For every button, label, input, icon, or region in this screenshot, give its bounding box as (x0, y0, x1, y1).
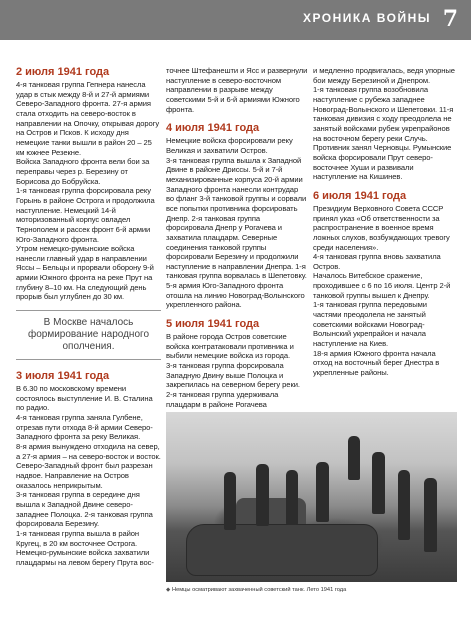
date-heading: 4 июля 1941 года (166, 122, 260, 135)
column-3 (313, 66, 456, 378)
date-heading: 3 июля 1941 года (16, 370, 110, 383)
soldier-figure (286, 470, 298, 525)
photo-caption (166, 587, 457, 594)
paragraph: 1-я танковая группа передовыми частями преодолела не занятый советскими войсками Новоград-Волынский укрепрайон и начала наступление на Киев. (313, 300, 427, 349)
paragraph: и медленно продвигалась, ведя упорные бои между Березиной и Днепром. (313, 66, 455, 85)
paragraph: Утром немецко-румынские войска нанесли главный удар в направлении Яссы – Бельцы и прорвали оборону 9-й армии Южного фронта на реке Прут на глубину 8–10 км. На следующий день прорыв был углублен до 30 км. (16, 244, 154, 302)
soldier-figure (224, 472, 236, 530)
paragraph: В районе города Остров советские войска контратаковали противника и выбили немецкие войска из города. (166, 332, 294, 361)
paragraph: Немецкие войска форсировали реку Великая и захватили Остров. (166, 136, 293, 155)
date-heading: 6 июля 1941 года (313, 189, 407, 202)
paragraph: 4-я танковая группа Гепнера нанесла удар в стык между 8-й и 27-й армиями Северо-Западного фронта. 27-я армия стала отходить на северо-восток в направлении на Опочку, открывая дорогу на Остров и Псков. К исходу дня немецкие танки вышли в район 20 – 25 км южнее Резекне. (16, 80, 160, 157)
soldier-figure (348, 436, 360, 480)
captured-tank (186, 524, 378, 576)
paragraph: Президиум Верховного Совета СССР принял указ «Об ответственности за распространение в военное время ложных слухов, возбуждающих тревогу среди населения». (313, 203, 450, 252)
paragraph: 18-я армия Южного фронта начала отход на восточный берег Днестра в укрепленные районы. (313, 348, 440, 378)
column-2 (166, 66, 308, 409)
soldier-figure (372, 452, 385, 514)
paragraph: В 6.30 по московскому времени состоялось выступление И. В. Сталина по радио. (16, 384, 153, 413)
caption-marker-icon: ◆ (166, 587, 172, 593)
page-number: 7 (442, 6, 458, 32)
paragraph: Противник занял Черновцы. Румынские войска форсировали Прут северо-восточнее Хуши и развивали наступление на Кишинев. (313, 143, 452, 182)
paragraph: 1-я танковая группа форсировала реку Горынь в районе Острога и продолжила наступление. Немецкий 14-й моторизованный корпус овладел Тернополем и рассек фронт 6-й армии Юго-Западного фронта. (16, 186, 155, 244)
paragraph: 8-я армия вынуждено отходила на север, а 27-я армия – на северо-восток и восток. Северо-Западный фронт был разрезан надвое. Направление на Остров оказалось неприкрытым. (16, 442, 161, 490)
paragraph: точнее Штефанешти и Ясс и развернули наступление в северо-восточном направлении в разрыве между советскими 5-й и 6-й армиями Южного фронта. (166, 66, 308, 114)
date-heading: 2 июля 1941 года (16, 66, 110, 78)
paragraph: Началось Витебское сражение, проходившее с 6 по 16 июля. Центр 2-й танковой группы вышел к Днепру. (313, 271, 451, 300)
paragraph: 3-я танковая группа форсировала Западную Двину выше Полоцка и закрепилась на северном берегу реки. 2-я танковая группа удерживала плацдарм в районе Рогачева (166, 361, 300, 409)
soldier-figure (398, 470, 410, 540)
paragraph: 1-я танковая группа возобновила наступление с рубежа западнее Новоград-Волынского и Шепетовки. 11-я танковая дивизия с ходу преодолела не занятый войсками рубеж укрепрайонов на восточном берегу реки Случь. (313, 85, 454, 143)
paragraph: 4-я танковая группа заняла Гулбене, отрезав пути отхода 8-й армии Северо-Западного фронта за реку Великая. (16, 413, 153, 442)
paragraph: 3-я танковая группа в середине дня вышла к Западной Двине северо-западнее Полоцка. 2-я танковая группа форсировала Березину. (16, 490, 153, 529)
soldier-figure (256, 464, 269, 526)
section-title: ХРОНИКА ВОЙНЫ (302, 11, 431, 25)
callout-text: В Москве началось формирование народного ополчения. (27, 317, 150, 353)
paragraph: Войска Западного фронта вели бои за переправы через р. Березину от Борисова до Бобруйска. (16, 157, 150, 186)
paragraph: 3-я танковая группа вышла к Западной Двине в районе Дриссы. 5-й и 7-й механизированные корпуса 20-й армии Западного фронта нанесли контрудар во фланг 3-й танковой группы и сорвали все попытки противника форсировать Днепр. 2-я танковая группа форсировала Днепр у Рогачева и захватила плацдарм. Северные соединения танковой группы форсировали Березину и продолжили наступление в направлении Днепра. 1-я танковая группа ворвалась в Шепетовку. 5-я армия Юго-Западного фронта отошла на линию Новоград-Волынского укрепленного района. (166, 155, 307, 310)
soldier-figure (424, 478, 437, 552)
war-photo (166, 412, 457, 582)
paragraph: 1-я танковая группа вышла в район Кругец, в 20 км восточнее Острога. (16, 528, 140, 548)
callout-box (16, 310, 161, 360)
soldier-figure (316, 462, 329, 522)
column-1 (16, 66, 161, 568)
caption-text: Немцы осматривают захваченный советский танк. Лето 1941 года (171, 587, 347, 593)
date-heading: 5 июля 1941 года (166, 318, 260, 331)
paragraph: 4-я танковая группа вновь захватила Остров. (313, 252, 441, 271)
paragraph: Немецко-румынские войска захватили плацдармы на левом берегу Прута вос- (16, 548, 154, 567)
